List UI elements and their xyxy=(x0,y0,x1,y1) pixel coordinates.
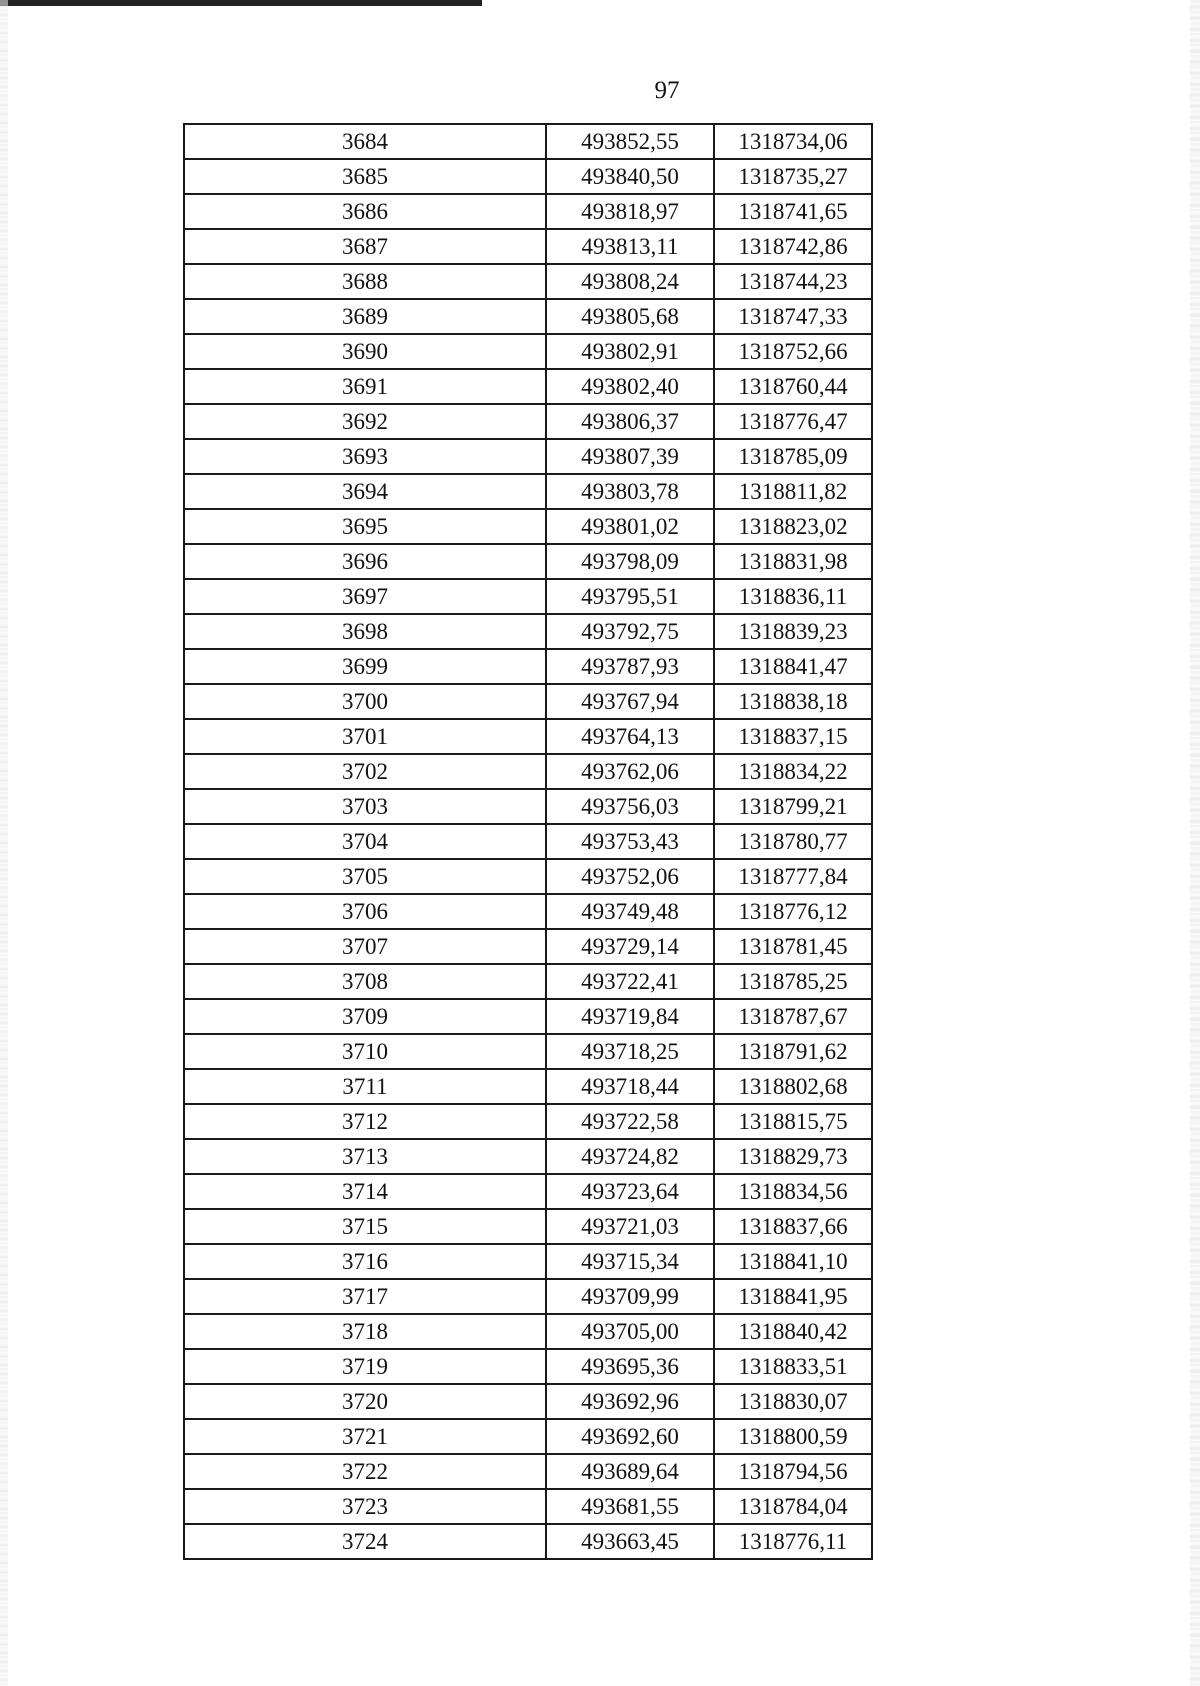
y-coordinate-cell: 1318838,18 xyxy=(714,684,872,719)
coordinates-table-body xyxy=(184,124,872,1559)
y-coordinate-cell: 1318837,66 xyxy=(714,1209,872,1244)
x-coordinate-cell: 493798,09 xyxy=(546,544,714,579)
table-row xyxy=(184,1069,872,1104)
point-number-cell: 3700 xyxy=(184,684,546,719)
y-coordinate-cell: 1318744,23 xyxy=(714,264,872,299)
y-coordinate-cell: 1318784,04 xyxy=(714,1489,872,1524)
table-row xyxy=(184,824,872,859)
y-coordinate-cell: 1318837,15 xyxy=(714,719,872,754)
x-coordinate-cell: 493729,14 xyxy=(546,929,714,964)
table-row xyxy=(184,404,872,439)
y-coordinate-cell: 1318823,02 xyxy=(714,509,872,544)
table-row xyxy=(184,1384,872,1419)
table-row xyxy=(184,229,872,264)
x-coordinate-cell: 493724,82 xyxy=(546,1139,714,1174)
x-coordinate-cell: 493705,00 xyxy=(546,1314,714,1349)
point-number-cell: 3711 xyxy=(184,1069,546,1104)
y-coordinate-cell: 1318834,22 xyxy=(714,754,872,789)
table-row xyxy=(184,1279,872,1314)
point-number-cell: 3712 xyxy=(184,1104,546,1139)
y-coordinate-cell: 1318735,27 xyxy=(714,159,872,194)
point-number-cell: 3717 xyxy=(184,1279,546,1314)
x-coordinate-cell: 493802,40 xyxy=(546,369,714,404)
x-coordinate-cell: 493808,24 xyxy=(546,264,714,299)
table-row xyxy=(184,1524,872,1559)
table-row xyxy=(184,1034,872,1069)
point-number-cell: 3718 xyxy=(184,1314,546,1349)
table-row xyxy=(184,194,872,229)
x-coordinate-cell: 493787,93 xyxy=(546,649,714,684)
y-coordinate-cell: 1318742,86 xyxy=(714,229,872,264)
point-number-cell: 3721 xyxy=(184,1419,546,1454)
x-coordinate-cell: 493840,50 xyxy=(546,159,714,194)
point-number-cell: 3687 xyxy=(184,229,546,264)
x-coordinate-cell: 493692,60 xyxy=(546,1419,714,1454)
point-number-cell: 3699 xyxy=(184,649,546,684)
x-coordinate-cell: 493752,06 xyxy=(546,859,714,894)
point-number-cell: 3684 xyxy=(184,124,546,159)
y-coordinate-cell: 1318811,82 xyxy=(714,474,872,509)
y-coordinate-cell: 1318780,77 xyxy=(714,824,872,859)
y-coordinate-cell: 1318776,47 xyxy=(714,404,872,439)
point-number-cell: 3692 xyxy=(184,404,546,439)
point-number-cell: 3702 xyxy=(184,754,546,789)
scan-right-edge xyxy=(1190,0,1200,1686)
table-row xyxy=(184,1209,872,1244)
table-row xyxy=(184,439,872,474)
table-row xyxy=(184,509,872,544)
y-coordinate-cell: 1318794,56 xyxy=(714,1454,872,1489)
y-coordinate-cell: 1318752,66 xyxy=(714,334,872,369)
point-number-cell: 3691 xyxy=(184,369,546,404)
x-coordinate-cell: 493692,96 xyxy=(546,1384,714,1419)
x-coordinate-cell: 493715,34 xyxy=(546,1244,714,1279)
y-coordinate-cell: 1318777,84 xyxy=(714,859,872,894)
table-row xyxy=(184,649,872,684)
y-coordinate-cell: 1318787,67 xyxy=(714,999,872,1034)
point-number-cell: 3697 xyxy=(184,579,546,614)
point-number-cell: 3695 xyxy=(184,509,546,544)
table-row xyxy=(184,754,872,789)
table-row xyxy=(184,334,872,369)
point-number-cell: 3693 xyxy=(184,439,546,474)
table-row xyxy=(184,859,872,894)
table-row xyxy=(184,1174,872,1209)
y-coordinate-cell: 1318834,56 xyxy=(714,1174,872,1209)
point-number-cell: 3716 xyxy=(184,1244,546,1279)
y-coordinate-cell: 1318785,09 xyxy=(714,439,872,474)
point-number-cell: 3688 xyxy=(184,264,546,299)
table-row xyxy=(184,1139,872,1174)
y-coordinate-cell: 1318829,73 xyxy=(714,1139,872,1174)
point-number-cell: 3689 xyxy=(184,299,546,334)
x-coordinate-cell: 493764,13 xyxy=(546,719,714,754)
table-row xyxy=(184,789,872,824)
y-coordinate-cell: 1318836,11 xyxy=(714,579,872,614)
x-coordinate-cell: 493805,68 xyxy=(546,299,714,334)
y-coordinate-cell: 1318734,06 xyxy=(714,124,872,159)
x-coordinate-cell: 493813,11 xyxy=(546,229,714,264)
x-coordinate-cell: 493753,43 xyxy=(546,824,714,859)
y-coordinate-cell: 1318841,95 xyxy=(714,1279,872,1314)
x-coordinate-cell: 493722,41 xyxy=(546,964,714,999)
x-coordinate-cell: 493718,25 xyxy=(546,1034,714,1069)
y-coordinate-cell: 1318833,51 xyxy=(714,1349,872,1384)
x-coordinate-cell: 493756,03 xyxy=(546,789,714,824)
point-number-cell: 3720 xyxy=(184,1384,546,1419)
table-row xyxy=(184,999,872,1034)
x-coordinate-cell: 493663,45 xyxy=(546,1524,714,1559)
y-coordinate-cell: 1318800,59 xyxy=(714,1419,872,1454)
table-row xyxy=(184,264,872,299)
table-row xyxy=(184,1104,872,1139)
y-coordinate-cell: 1318815,75 xyxy=(714,1104,872,1139)
x-coordinate-cell: 493722,58 xyxy=(546,1104,714,1139)
x-coordinate-cell: 493818,97 xyxy=(546,194,714,229)
x-coordinate-cell: 493767,94 xyxy=(546,684,714,719)
table-row xyxy=(184,1244,872,1279)
table-row xyxy=(184,1454,872,1489)
point-number-cell: 3694 xyxy=(184,474,546,509)
table-row xyxy=(184,964,872,999)
x-coordinate-cell: 493718,44 xyxy=(546,1069,714,1104)
point-number-cell: 3713 xyxy=(184,1139,546,1174)
table-row xyxy=(184,299,872,334)
point-number-cell: 3724 xyxy=(184,1524,546,1559)
table-row xyxy=(184,1349,872,1384)
x-coordinate-cell: 493806,37 xyxy=(546,404,714,439)
point-number-cell: 3710 xyxy=(184,1034,546,1069)
point-number-cell: 3709 xyxy=(184,999,546,1034)
y-coordinate-cell: 1318791,62 xyxy=(714,1034,872,1069)
x-coordinate-cell: 493792,75 xyxy=(546,614,714,649)
coordinates-table xyxy=(183,123,873,1560)
x-coordinate-cell: 493802,91 xyxy=(546,334,714,369)
point-number-cell: 3701 xyxy=(184,719,546,754)
table-row xyxy=(184,894,872,929)
y-coordinate-cell: 1318776,12 xyxy=(714,894,872,929)
x-coordinate-cell: 493749,48 xyxy=(546,894,714,929)
point-number-cell: 3722 xyxy=(184,1454,546,1489)
point-number-cell: 3690 xyxy=(184,334,546,369)
top-border-rule xyxy=(0,0,482,6)
table-row xyxy=(184,1489,872,1524)
y-coordinate-cell: 1318840,42 xyxy=(714,1314,872,1349)
x-coordinate-cell: 493852,55 xyxy=(546,124,714,159)
x-coordinate-cell: 493695,36 xyxy=(546,1349,714,1384)
y-coordinate-cell: 1318841,47 xyxy=(714,649,872,684)
x-coordinate-cell: 493801,02 xyxy=(546,509,714,544)
page-number: 97 xyxy=(654,77,680,104)
x-coordinate-cell: 493762,06 xyxy=(546,754,714,789)
y-coordinate-cell: 1318781,45 xyxy=(714,929,872,964)
point-number-cell: 3703 xyxy=(184,789,546,824)
point-number-cell: 3719 xyxy=(184,1349,546,1384)
y-coordinate-cell: 1318839,23 xyxy=(714,614,872,649)
y-coordinate-cell: 1318830,07 xyxy=(714,1384,872,1419)
table-row xyxy=(184,1314,872,1349)
y-coordinate-cell: 1318741,65 xyxy=(714,194,872,229)
table-row xyxy=(184,124,872,159)
point-number-cell: 3706 xyxy=(184,894,546,929)
table-row xyxy=(184,929,872,964)
point-number-cell: 3685 xyxy=(184,159,546,194)
point-number-cell: 3714 xyxy=(184,1174,546,1209)
x-coordinate-cell: 493723,64 xyxy=(546,1174,714,1209)
point-number-cell: 3696 xyxy=(184,544,546,579)
point-number-cell: 3704 xyxy=(184,824,546,859)
table-row xyxy=(184,544,872,579)
y-coordinate-cell: 1318785,25 xyxy=(714,964,872,999)
y-coordinate-cell: 1318831,98 xyxy=(714,544,872,579)
table-row xyxy=(184,614,872,649)
x-coordinate-cell: 493681,55 xyxy=(546,1489,714,1524)
x-coordinate-cell: 493795,51 xyxy=(546,579,714,614)
x-coordinate-cell: 493689,64 xyxy=(546,1454,714,1489)
point-number-cell: 3698 xyxy=(184,614,546,649)
y-coordinate-cell: 1318799,21 xyxy=(714,789,872,824)
point-number-cell: 3686 xyxy=(184,194,546,229)
point-number-cell: 3708 xyxy=(184,964,546,999)
x-coordinate-cell: 493719,84 xyxy=(546,999,714,1034)
y-coordinate-cell: 1318841,10 xyxy=(714,1244,872,1279)
table-row xyxy=(184,719,872,754)
y-coordinate-cell: 1318747,33 xyxy=(714,299,872,334)
table-row xyxy=(184,159,872,194)
x-coordinate-cell: 493709,99 xyxy=(546,1279,714,1314)
table-row xyxy=(184,369,872,404)
y-coordinate-cell: 1318802,68 xyxy=(714,1069,872,1104)
point-number-cell: 3705 xyxy=(184,859,546,894)
point-number-cell: 3715 xyxy=(184,1209,546,1244)
table-row xyxy=(184,474,872,509)
table-row xyxy=(184,1419,872,1454)
scan-left-edge xyxy=(0,0,8,1686)
x-coordinate-cell: 493803,78 xyxy=(546,474,714,509)
y-coordinate-cell: 1318776,11 xyxy=(714,1524,872,1559)
y-coordinate-cell: 1318760,44 xyxy=(714,369,872,404)
x-coordinate-cell: 493807,39 xyxy=(546,439,714,474)
table-row xyxy=(184,579,872,614)
x-coordinate-cell: 493721,03 xyxy=(546,1209,714,1244)
point-number-cell: 3707 xyxy=(184,929,546,964)
table-row xyxy=(184,684,872,719)
point-number-cell: 3723 xyxy=(184,1489,546,1524)
